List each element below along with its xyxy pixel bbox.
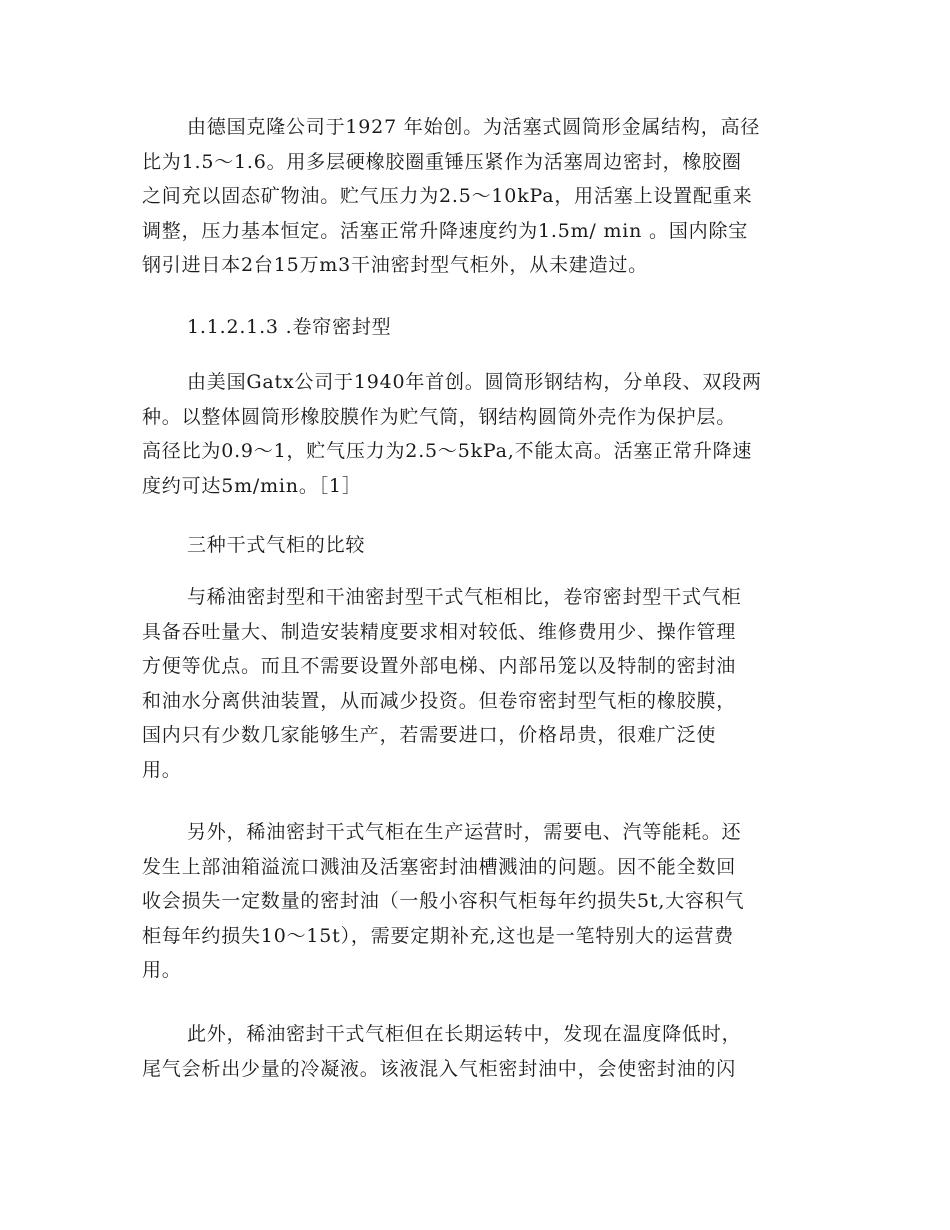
text-line: 之间充以固态矿物油。贮气压力为2.5～10kPa，用活塞上设置配重来 xyxy=(142,185,753,207)
section-heading-comparison xyxy=(142,528,812,563)
paragraph-comparison xyxy=(142,580,812,787)
paragraph-curtain-type xyxy=(142,365,812,503)
text-line: 与稀油密封型和干油密封型干式气柜相比，卷帘密封型干式气柜 xyxy=(187,586,742,608)
text-line: 高径比为0.9～1，贮气压力为2.5～5kPa,不能太高。活塞正常升降速 xyxy=(142,440,753,462)
text-line: 发生上部油箱溢流口溅油及活塞密封油槽溅油的问题。因不能全数回 xyxy=(142,855,737,878)
text-line: 调整，压力基本恒定。活塞正常升降速度约为1.5m/ min 。国内除宝 xyxy=(142,219,749,242)
text-line: 和油水分离供油装置，从而减少投资。但卷帘密封型气柜的橡胶膜， xyxy=(142,689,737,712)
section-heading: 三种干式气柜的比较 xyxy=(187,534,366,556)
text-line: 种。以整体圆筒形橡胶膜作为贮气筒，钢结构圆筒外壳作为保护层。 xyxy=(142,405,737,428)
text-line: 方便等优点。而且不需要设置外部电梯、内部吊笼以及特制的密封油 xyxy=(142,655,737,677)
text-line: 度约可达5m/min。［1］ xyxy=(142,474,362,497)
section-heading-curtain-seal xyxy=(142,310,812,345)
text-line: 收会损失一定数量的密封油（一般小容积气柜每年约损失5t,大容积气 xyxy=(142,890,745,912)
text-line: 国内只有少数几家能够生产，若需要进口，价格昂贵，很难广泛使 xyxy=(142,724,717,746)
text-line: 由美国Gatx公司于1940年首创。圆筒形钢结构，分单段、双段两 xyxy=(187,371,762,393)
text-line: 比为1.5～1.6。用多层硬橡胶圈重锤压紧作为活塞周边密封，橡胶圈 xyxy=(142,150,742,173)
text-line: 钢引进日本2台15万m3干油密封型气柜外，从未建造过。 xyxy=(142,254,648,276)
text-line: 用。 xyxy=(142,758,182,781)
paragraph-energy-consumption xyxy=(142,815,812,988)
text-line: 另外，稀油密封干式气柜在生产运营时，需要电、汽等能耗。还 xyxy=(187,821,742,843)
text-line: 柜每年约损失10～15t），需要定期补充,这也是一笔特别大的运营费 xyxy=(142,924,734,947)
text-line: 尾气会析出少量的冷凝液。该液混入气柜密封油中，会使密封油的闪 xyxy=(142,1057,737,1080)
text-line: 具备吞吐量大、制造安装精度要求相对较低、维修费用少、操作管理 xyxy=(142,620,737,643)
paragraph-piston-type xyxy=(142,110,812,283)
section-heading: 1.1.2.1.3 .卷帘密封型 xyxy=(187,316,392,338)
text-line: 用。 xyxy=(142,959,182,981)
text-line: 此外，稀油密封干式气柜但在长期运转中，发现在温度降低时， xyxy=(187,1023,742,1045)
paragraph-condensate xyxy=(142,1017,812,1086)
text-line: 由德国克隆公司于1927 年始创。为活塞式圆筒形金属结构，高径 xyxy=(187,116,761,138)
